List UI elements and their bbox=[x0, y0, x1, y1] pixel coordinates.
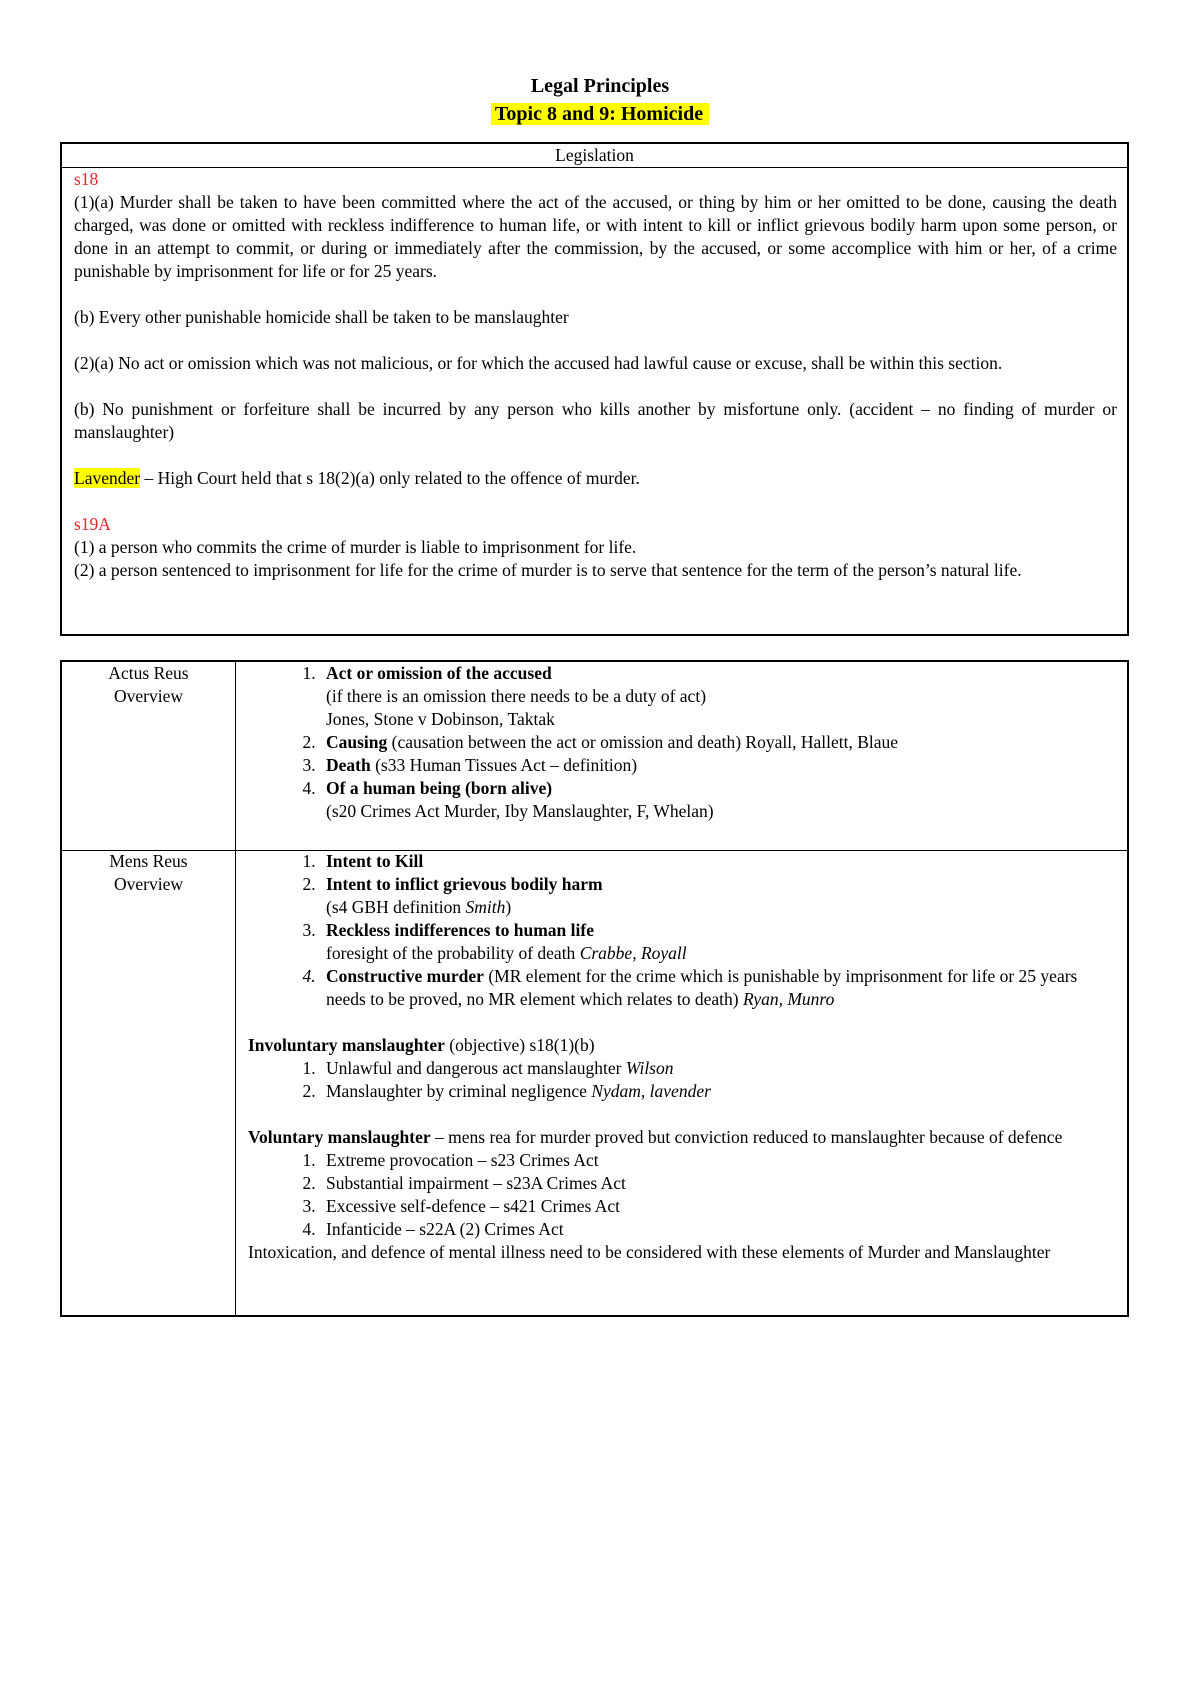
item-line-end: ) bbox=[505, 897, 512, 917]
mens-rea-content bbox=[236, 850, 1127, 1264]
actus-reus-label-line2: Overview bbox=[113, 686, 183, 706]
item-title: Constructive murder bbox=[326, 966, 484, 986]
item-title: Intent to Kill bbox=[326, 851, 424, 871]
list-item bbox=[320, 754, 1109, 777]
actus-reus-label bbox=[62, 662, 236, 850]
list-item bbox=[320, 919, 1109, 965]
s18-1a-text: (1)(a) Murder shall be taken to have been committed where the act of the accused, or thing by him or her omitted to be done, causing the death charged, was done or omitted with reckless indifference to human life, or with intent to kill or inflict grievous bodily harm upon some person, or done in an attempt to commit, or during or immediately after the commission, by the accused, or some accomplice with him or her, of a crime punishable by imprisonment for life or for 25 years. bbox=[74, 192, 1117, 281]
s19a-heading: s19A bbox=[74, 514, 111, 534]
mens-rea-label-line1: Mens Reus bbox=[109, 851, 188, 871]
s18-heading: s18 bbox=[74, 169, 99, 189]
list-item bbox=[320, 731, 1109, 754]
case-name: Wilson bbox=[625, 1058, 674, 1078]
lavender-note-text: – High Court held that s 18(2)(a) only related to the offence of murder. bbox=[140, 468, 640, 488]
case-name: Smith bbox=[465, 897, 506, 917]
item-title: Causing bbox=[326, 732, 388, 752]
involuntary-heading bbox=[248, 1034, 1109, 1057]
overview-table bbox=[60, 660, 1129, 1317]
list-item bbox=[320, 777, 1109, 823]
s19a-2-text: (2) a person sentenced to imprisonment for life for the crime of murder is to serve that sentence for the term of the person’s natural life. bbox=[74, 560, 1022, 580]
list-item bbox=[320, 1057, 1109, 1080]
list-item bbox=[320, 1080, 1109, 1103]
item-title: Intent to inflict grievous bodily harm bbox=[326, 874, 603, 894]
item-text: Manslaughter by criminal negligence bbox=[326, 1081, 592, 1101]
list-item: 4. Infanticide – s22A (2) Crimes Act bbox=[320, 1218, 1109, 1241]
subtitle-highlight: Topic 8 and 9: Homicide bbox=[491, 103, 709, 125]
item-text: Unlawful and dangerous act manslaughter bbox=[326, 1058, 626, 1078]
involuntary-list bbox=[248, 1057, 1109, 1103]
lavender-note bbox=[74, 467, 1117, 490]
item-text: (causation between the act or omission and death) Royall, Hallett, Blaue bbox=[387, 732, 899, 752]
legislation-table bbox=[60, 142, 1129, 636]
involuntary-title: Involuntary manslaughter bbox=[248, 1035, 445, 1055]
case-name: Crabbe, Royall bbox=[579, 943, 687, 963]
s18-2b-text: (b) No punishment or forfeiture shall be incurred by any person who kills another by misfortune only. (accident – no finding of murder or manslaughter) bbox=[74, 399, 1117, 442]
list-item bbox=[320, 850, 1109, 873]
document-title: Legal Principles bbox=[530, 75, 670, 97]
actus-reus-content bbox=[236, 662, 1127, 823]
case-name: Nydam, lavender bbox=[591, 1081, 711, 1101]
voluntary-list bbox=[248, 1149, 1109, 1241]
item-title: Act or omission of the accused bbox=[326, 663, 552, 683]
item-title: Of a human being (born alive) bbox=[326, 778, 553, 798]
item-text: (MR element for the crime which is punishable by imprisonment for life or 25 years needs to be proved, no MR element which relates to death) bbox=[326, 966, 1078, 1009]
s19a-1-text: (1) a person who commits the crime of murder is liable to imprisonment for life. bbox=[74, 537, 637, 557]
voluntary-text: – mens rea for murder proved but conviction reduced to manslaughter because of defence bbox=[430, 1127, 1063, 1147]
item-line: (s4 GBH definition bbox=[326, 897, 466, 917]
involuntary-text: (objective) s18(1)(b) bbox=[444, 1035, 595, 1055]
voluntary-title: Voluntary manslaughter bbox=[248, 1127, 431, 1147]
list-item: 1. Extreme provocation – s23 Crimes Act bbox=[320, 1149, 1109, 1172]
s18-1b-text: (b) Every other punishable homicide shall be taken to be manslaughter bbox=[74, 307, 569, 327]
list-item bbox=[320, 965, 1109, 1011]
lavender-case-name: Lavender bbox=[74, 468, 141, 488]
mens-rea-label-line2: Overview bbox=[113, 874, 183, 894]
actus-reus-list bbox=[248, 662, 1109, 823]
actus-reus-row bbox=[62, 662, 1127, 851]
list-item bbox=[320, 662, 1109, 731]
item-line: foresight of the probability of death bbox=[326, 943, 580, 963]
defence-note: Intoxication, and defence of mental illness need to be considered with these elements of Murder and Manslaughter bbox=[248, 1242, 1051, 1262]
legislation-header: Legislation bbox=[62, 144, 1127, 168]
legislation-body bbox=[62, 168, 1127, 582]
list-item bbox=[320, 873, 1109, 919]
item-line: (s20 Crimes Act Murder, Iby Manslaughter, F, Whelan) bbox=[326, 801, 714, 821]
s18-2a-text: (2)(a) No act or omission which was not malicious, or for which the accused had lawful cause or excuse, shall be within this section. bbox=[74, 353, 1003, 373]
mens-rea-row bbox=[62, 850, 1127, 1315]
voluntary-heading bbox=[248, 1126, 1109, 1149]
case-name: Ryan, Munro bbox=[742, 989, 835, 1009]
actus-reus-label-line1: Actus Reus bbox=[108, 663, 189, 683]
item-line: (if there is an omission there needs to be a duty of act) bbox=[326, 686, 707, 706]
item-title: Death bbox=[326, 755, 371, 775]
item-title: Reckless indifferences to human life bbox=[326, 920, 594, 940]
document-subtitle bbox=[0, 101, 1200, 127]
list-item: 3. Excessive self-defence – s421 Crimes Act bbox=[320, 1195, 1109, 1218]
mens-rea-label bbox=[62, 850, 236, 1315]
item-line: Jones, Stone v Dobinson, Taktak bbox=[326, 709, 555, 729]
mens-rea-list bbox=[248, 850, 1109, 1011]
item-text: (s33 Human Tissues Act – definition) bbox=[370, 755, 638, 775]
list-item: 2. Substantial impairment – s23A Crimes Act bbox=[320, 1172, 1109, 1195]
